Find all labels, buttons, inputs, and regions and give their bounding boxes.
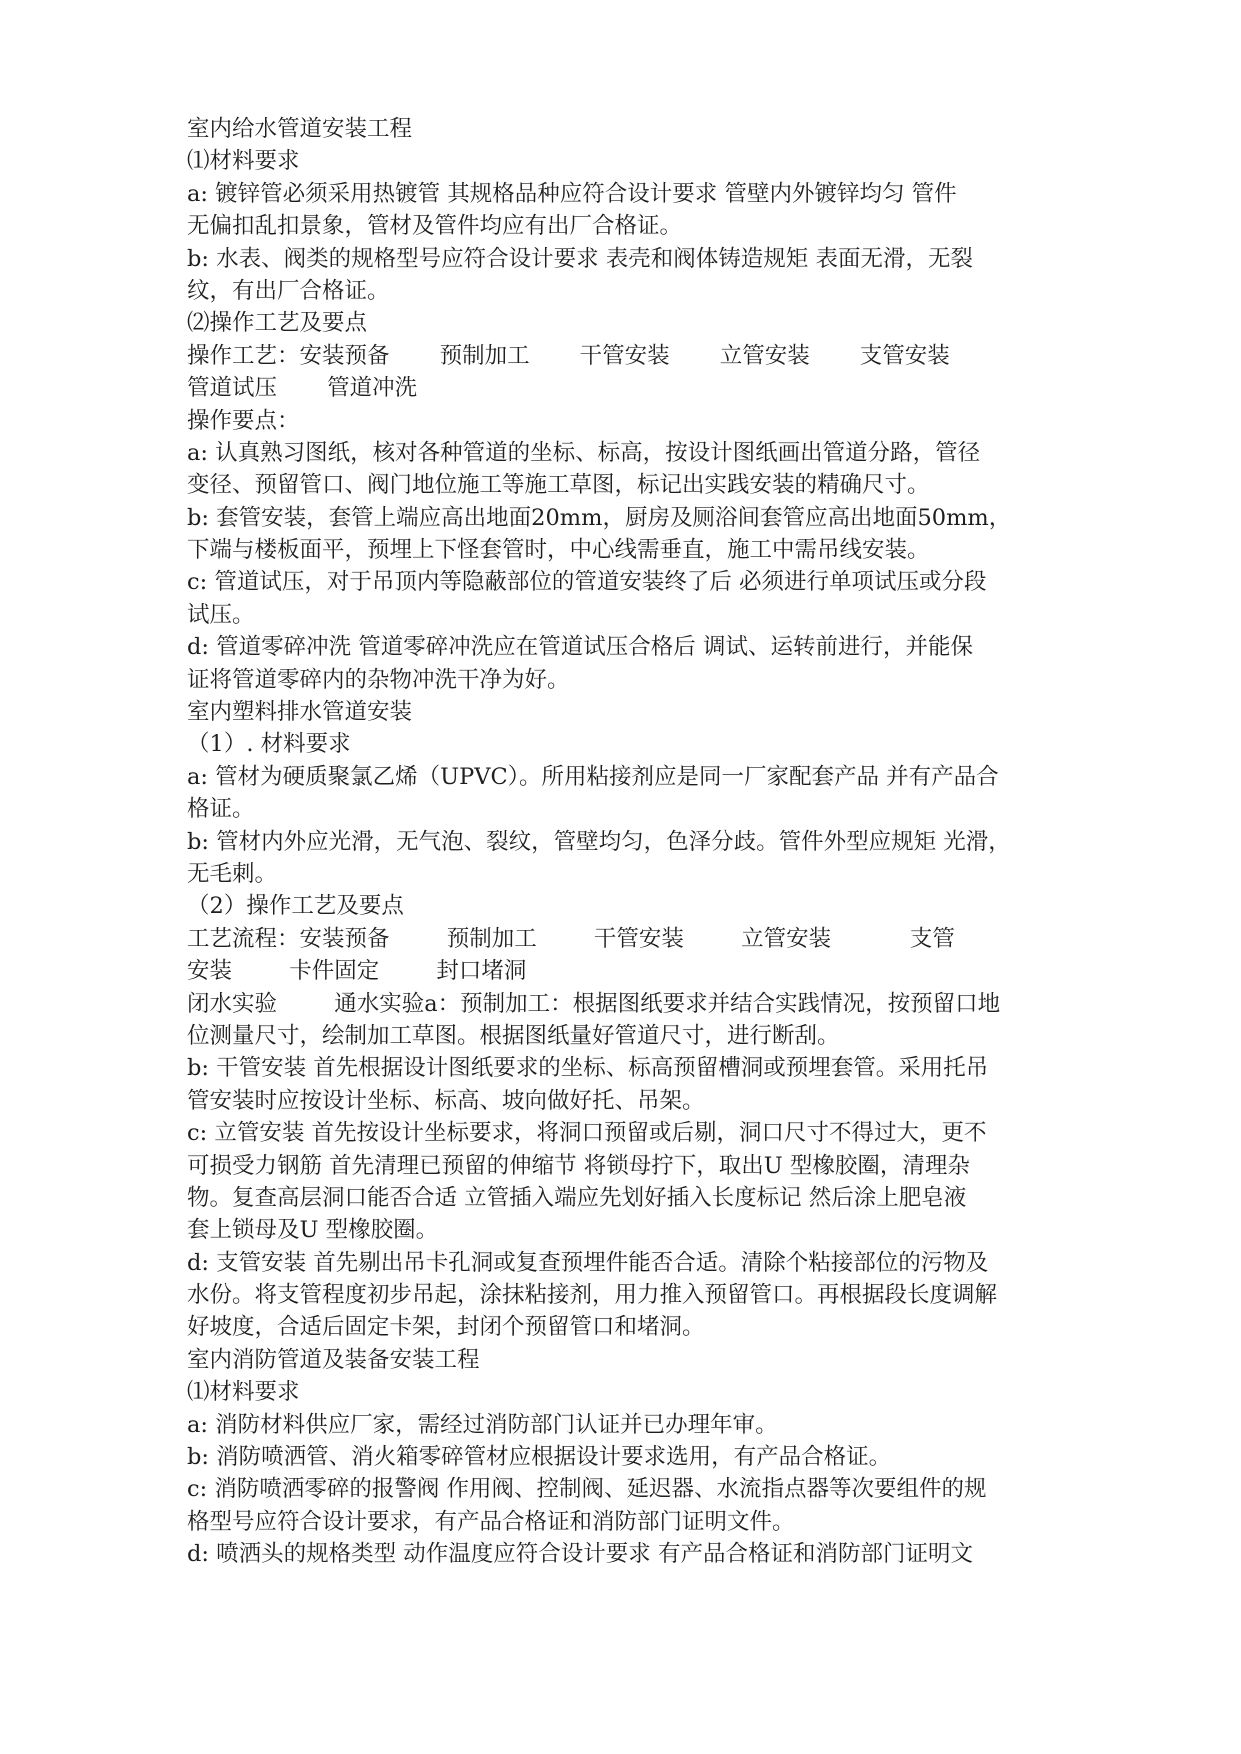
paragraph-line: 证将管道零碎内的杂物冲洗干净为好。 (187, 666, 570, 693)
paragraph-line: 安装 卡件固定 封口堵洞 (187, 958, 527, 985)
paragraph-line: 可损受力钢筋 首先清理已预留的伸缩节 将锁母拧下，取出U 型橡胶圈，清理杂 (187, 1152, 970, 1179)
paragraph-line: 好坡度，合适后固定卡架，封闭个预留管口和堵洞。 (187, 1314, 705, 1341)
subsection-heading: ⑴材料要求 (187, 148, 300, 175)
paragraph-line: d: 支管安装 首先剔出吊卡孔洞或复查预埋件能否合适。清除个粘接部位的污物及 (187, 1249, 989, 1276)
paragraph-line: b: 水表、阀类的规格型号应符合设计要求 表壳和阀体铸造规矩 表面无滑，无裂 (187, 245, 973, 272)
paragraph-line: a: 镀锌管必须采用热镀管 其规格品种应符合设计要求 管壁内外镀锌均匀 管件 (187, 180, 957, 207)
paragraph-line: b: 管材内外应光滑，无气泡、裂纹，管壁均匀，色泽分歧。管件外型应规矩 光滑， (187, 828, 1011, 855)
paragraph-line: 物。复查高层洞口能否合适 立管插入端应先划好插入长度标记 然后涂上肥皂液 (187, 1184, 967, 1211)
section-heading: 室内消防管道及装备安装工程 (187, 1346, 480, 1373)
paragraph-line: 变径、预留管口、阀门地位施工等施工草图，标记出实践安装的精确尺寸。 (187, 472, 930, 499)
paragraph-line: 管安装时应按设计坐标、标高、坡向做好托、吊架。 (187, 1087, 705, 1114)
paragraph-line: 管道试压 管道冲洗 (187, 375, 418, 402)
paragraph-line: 闭水实验 通水实验a：预制加工：根据图纸要求并结合实践情况，按预留口地 (187, 990, 1001, 1017)
document-body (187, 113, 1087, 1571)
paragraph-line: c: 管道试压，对于吊顶内等隐蔽部位的管道安装终了后 必须进行单项试压或分段 (187, 569, 987, 596)
paragraph-line: d: 喷洒头的规格类型 动作温度应符合设计要求 有产品合格证和消防部门证明文 (187, 1541, 973, 1568)
paragraph-line: b: 消防喷洒管、消火箱零碎管材应根据设计要求选用，有产品合格证。 (187, 1444, 892, 1471)
section-heading: 室内给水管道安装工程 (187, 116, 413, 142)
paragraph-line: d: 管道零碎冲洗 管道零碎冲洗应在管道试压合格后 调试、运转前进行，并能保 (187, 634, 973, 661)
paragraph-line: 水份。将支管程度初步吊起，涂抹粘接剂，用力推入预留管口。再根据段长度调解 (187, 1282, 998, 1309)
paragraph-line: 操作要点： (187, 407, 300, 434)
paragraph-line: 套上锁母及U 型橡胶圈。 (187, 1217, 439, 1244)
paragraph-line: 工艺流程：安装预备 预制加工 干管安装 立管安装 支管 (187, 925, 955, 952)
paragraph-line: a: 认真熟习图纸，核对各种管道的坐标、标高，按设计图纸画出管道分路，管径 (187, 439, 981, 466)
paragraph-line: c: 立管安装 首先按设计坐标要求，将洞口预留或后剔，洞口尺寸不得过大，更不 (187, 1120, 987, 1147)
section-heading: 室内塑料排水管道安装 (187, 699, 413, 726)
paragraph-line: c: 消防喷洒零碎的报警阀 作用阀、控制阀、延迟器、水流指点器等次要组件的规 (187, 1476, 987, 1503)
paragraph-line: 格型号应符合设计要求，有产品合格证和消防部门证明文件。 (187, 1508, 795, 1535)
paragraph-line: 格证。 (187, 796, 255, 823)
paragraph-line: a: 管材为硬质聚氯乙烯（UPVC）。所用粘接剂应是同一厂家配套产品 并有产品合 (187, 763, 999, 790)
subsection-heading: ⑴材料要求 (187, 1379, 300, 1406)
paragraph-line: 纹，有出厂合格证。 (187, 277, 390, 304)
paragraph-line: b: 干管安装 首先根据设计图纸要求的坐标、标高预留槽洞或预埋套管。采用托吊 (187, 1055, 989, 1082)
subsection-heading: ⑵操作工艺及要点 (187, 310, 368, 337)
paragraph-line: 位测量尺寸，绘制加工草图。根据图纸量好管道尺寸，进行断刮。 (187, 1022, 840, 1049)
paragraph-line: 无毛刺。 (187, 860, 278, 887)
subsection-heading: （2）操作工艺及要点 (187, 893, 404, 920)
paragraph-line: 下端与楼板面平，预埋上下怪套管时，中心线需垂直，施工中需吊线安装。 (187, 537, 930, 564)
paragraph-line: 无偏扣乱扣景象，管材及管件均应有出厂合格证。 (187, 213, 683, 240)
paragraph-line: a: 消防材料供应厂家，需经过消防部门认证并已办理年审。 (187, 1411, 778, 1438)
paragraph-line: b: 套管安装，套管上端应高出地面20mm，厨房及厕浴间套管应高出地面50mm， (187, 504, 1012, 531)
paragraph-line: 操作工艺：安装预备 预制加工 干管安装 立管安装 支管安装 (187, 342, 950, 369)
paragraph-line: 试压。 (187, 601, 255, 628)
subsection-heading: （1）. 材料要求 (187, 731, 351, 758)
